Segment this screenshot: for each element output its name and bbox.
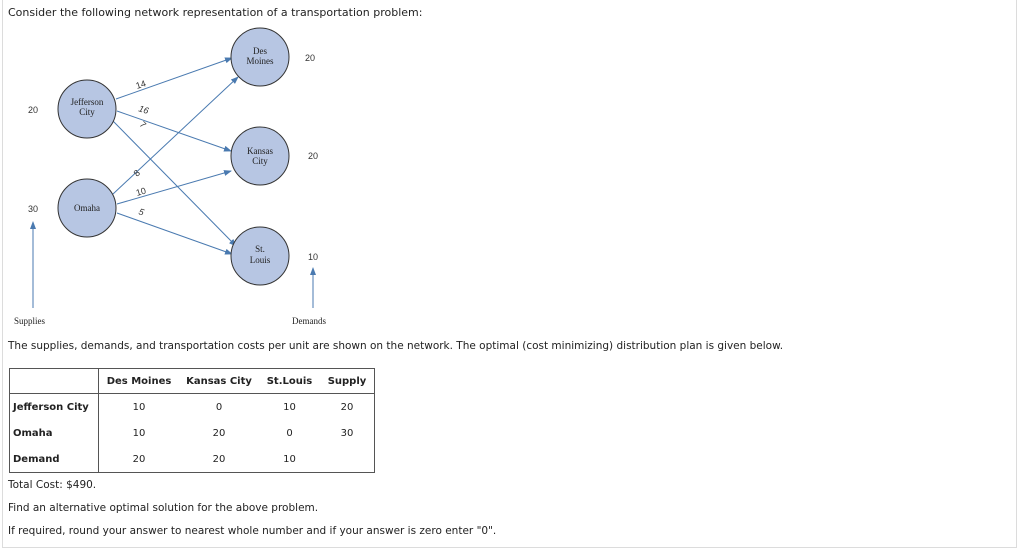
cell-jefferson-desmoines: 10 [132,401,146,413]
total-cost-text: Total Cost: $490. [8,479,97,491]
supplies-label: Supplies [14,316,46,326]
table-header-des-moines: Des Moines [106,375,172,387]
node-des-moines [231,28,289,86]
cost-jefferson-stlouis: 7 [137,119,149,130]
cost-jefferson-kansascity: 16 [137,103,150,116]
description-text: The supplies, demands, and transportation costs per unit are shown on the network. The optimal (cost minimizing) distribution plan is given below. [8,340,784,352]
node-des-moines-line2: Moines [246,56,274,66]
node-des-moines-line1: Des [253,46,267,56]
table-header-kansas-city: Kansas City [186,375,252,387]
node-st-louis-line2: Louis [249,255,271,265]
node-kansas-city-line1: Kansas [247,146,273,156]
intro-text: Consider the following network representation of a transportation problem: [8,6,423,19]
cost-omaha-desmoines: 8 [131,167,143,179]
cost-omaha-stlouis: 5 [137,206,146,218]
row-label-omaha: Omaha [10,420,99,446]
cell-demand-stlouis: 10 [283,453,296,465]
demand-st-louis: 10 [307,252,319,262]
cell-omaha-supply: 30 [340,427,354,439]
cost-jefferson-desmoines: 14 [134,78,148,91]
node-jefferson-city-line1: Jefferson [70,97,104,107]
demand-des-moines: 20 [304,53,316,63]
route-jefferson-stlouis [113,121,236,246]
question-text: Find an alternative optimal solution for the above problem. [8,502,319,514]
cell-omaha-kansascity: 20 [212,427,226,439]
supply-jefferson-city: 20 [27,105,39,115]
cell-jefferson-kansascity: 0 [215,401,223,413]
table-header-corner [10,369,99,394]
table-row [10,420,375,446]
route-omaha-desmoines [113,77,238,194]
route-jefferson-desmoines [116,58,232,99]
node-jefferson-city [58,80,116,138]
table-header-supply: Supply [327,375,367,387]
node-kansas-city [231,127,289,185]
demand-kansas-city: 20 [307,151,319,161]
route-jefferson-kansascity [117,111,231,151]
cell-demand-supply [320,446,375,473]
cell-jefferson-supply: 20 [340,401,354,413]
route-omaha-stlouis [117,213,232,254]
node-omaha-label: Omaha [74,203,100,213]
table-row [10,446,375,473]
cell-jefferson-stlouis: 10 [283,401,296,413]
row-label-jefferson-city: Jefferson City [10,394,99,421]
cell-demand-kansascity: 20 [212,453,226,465]
row-label-demand: Demand [10,446,99,473]
cell-demand-desmoines: 20 [132,453,146,465]
table-header-row [10,369,375,394]
demands-label: Demands [292,316,326,326]
node-st-louis [231,227,289,285]
distribution-plan-table [9,368,375,473]
node-jefferson-city-line2: City [79,107,95,117]
node-kansas-city-line2: City [252,156,268,166]
supply-omaha: 30 [27,204,39,214]
instruction-text: If required, round your answer to nearest whole number and if your answer is zero enter "0". [8,525,497,537]
node-omaha [58,179,116,237]
table-header-st-louis: St.Louis [266,375,313,387]
table-row [10,394,375,421]
node-st-louis-line1: St. [255,244,265,254]
cost-omaha-kansascity: 10 [134,185,148,198]
cell-omaha-stlouis: 0 [286,427,293,439]
cell-omaha-desmoines: 10 [132,427,146,439]
